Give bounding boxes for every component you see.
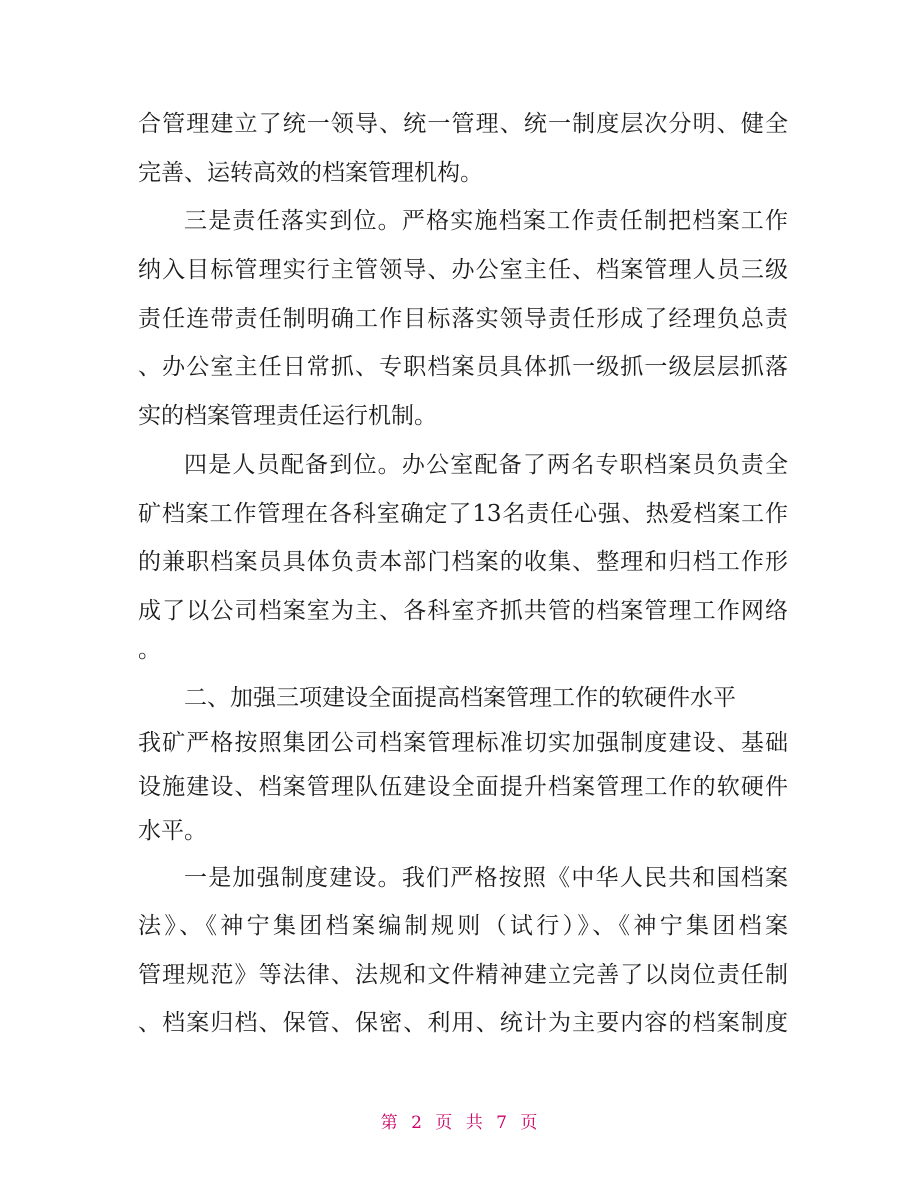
body-text-line: 设施建设、档案管理队伍建设全面提升档案管理工作的软硬件 bbox=[138, 774, 788, 800]
section-heading: 二、加强三项建设全面提高档案管理工作的软硬件水平 bbox=[184, 685, 736, 711]
page-footer bbox=[0, 1108, 920, 1133]
body-text-line: 矿档案工作管理在各科室确定了13名责任心强、热爱档案工作 bbox=[138, 501, 788, 527]
current-page-number: 2 bbox=[411, 1113, 424, 1133]
body-text-line: 管理规范》等法律、法规和文件精神建立完善了以岗位责任制 bbox=[138, 962, 788, 988]
footer-label: 第 bbox=[380, 1113, 400, 1133]
body-text-line: 水平。 bbox=[138, 818, 207, 844]
body-text-line: 法》、《神宁集团档案编制规则（试行）》、《神宁集团档案 bbox=[138, 913, 788, 939]
footer-label: 共 bbox=[465, 1113, 485, 1133]
body-text-line: 我矿严格按照集团公司档案管理标准切实加强制度建设、基础 bbox=[138, 730, 788, 756]
body-text-line: 纳入目标管理实行主管领导、办公室主任、档案管理人员三级 bbox=[138, 257, 788, 283]
footer-label: 页 bbox=[520, 1113, 540, 1133]
body-text-line: 成了以公司档案室为主、各科室齐抓共管的档案管理工作网络 bbox=[138, 598, 788, 624]
body-text-line: 实的档案管理责任运行机制。 bbox=[138, 403, 437, 429]
body-text-line: 完善、运转高效的档案管理机构。 bbox=[138, 160, 483, 186]
body-text-line: 一是加强制度建设。我们严格按照《中华人民共和国档案 bbox=[184, 865, 788, 891]
body-text-line: 。 bbox=[138, 637, 161, 663]
body-text-line: 三是责任落实到位。严格实施档案工作责任制把档案工作 bbox=[184, 208, 788, 234]
total-page-number: 7 bbox=[496, 1113, 509, 1133]
body-text-line: 责任连带责任制明确工作目标落实领导责任形成了经理负总责 bbox=[138, 306, 788, 332]
footer-label: 页 bbox=[435, 1113, 455, 1133]
body-text-line: 四是人员配备到位。办公室配备了两名专职档案员负责全 bbox=[184, 452, 788, 478]
body-text-line: 、档案归档、保管、保密、利用、统计为主要内容的档案制度 bbox=[138, 1010, 788, 1036]
body-text-line: 合管理建立了统一领导、统一管理、统一制度层次分明、健全 bbox=[138, 111, 788, 137]
body-text-line: 、办公室主任日常抓、专职档案员具体抓一级抓一级层层抓落 bbox=[138, 354, 788, 380]
body-text-line: 的兼职档案员具体负责本部门档案的收集、整理和归档工作形 bbox=[138, 549, 788, 575]
